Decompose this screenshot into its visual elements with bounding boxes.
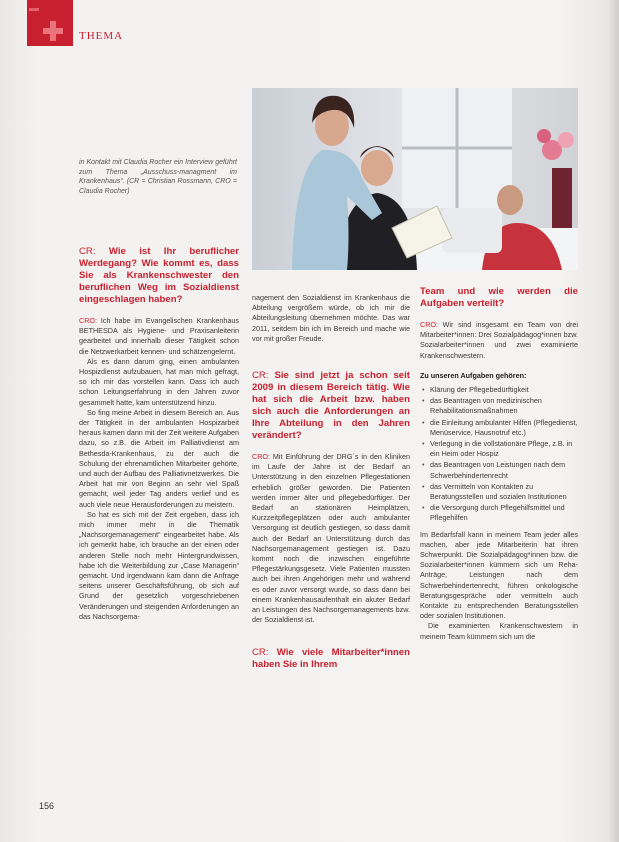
question-tag: CR: [79, 246, 96, 257]
section-logo-block [27, 0, 73, 46]
paragraph-nurses: Die examinierten Krankenschwestern in meinem Team kümmern sich um die [420, 621, 578, 641]
answer-tag: CRO: [420, 320, 438, 329]
answer-2 [252, 452, 410, 625]
cross-icon-vertical [50, 21, 56, 41]
answer-1-p3: So fing meine Arbeit in diesem Bereich an. Aus der Tätigkeit in der ambulanten Hospizarbeit heraus kamen dann mit der Zeit weitere Aufgaben dazu, so z.B. die Arbeit im Palliativdienst am Bethesda-Krankenhaus, zu der auch die Schulung der ehrenamtlichen Mitarbeiter gehörte, und auch der Aufbau des Palliativnetzwerkes. Die Arbeit hat mir von Beginn an sehr viel Spaß gemacht, weil jeder Tag anders verlief und es auch viele neue Herausforderungen zu meistern. [79, 407, 239, 509]
answer-1-continued: nagement den Sozialdienst im Krankenhaus die Abteilung vergrößern würde, ob ich mir die Abteilungsleitung übernehmen möchte. Das war 2011, seitdem bin ich im Bereich und mache wie vor mit großer Freude. [252, 293, 410, 343]
question-2 [252, 370, 410, 442]
photo-illustration [252, 88, 578, 270]
answer-tag: CRO: [252, 452, 270, 462]
intro-paragraph: in Kontakt mit Claudia Rocher ein Interview geführt zum Thema „Ausschuss-managment im Krankenhaus“. (CR = Christian Rossmann, CRO = Claudia Rocher) [79, 159, 237, 195]
question-1 [79, 246, 239, 306]
paragraph-team: Im Bedarfsfall kann in meinem Team jeder alles machen, aber jede Mitarbeiterin hat ihren Schwerpunkt. Die Sozialpädagog*innen bzw. die Sozialarbeiter*innen kümmern sich um Reha-Anträge, Leistungen nach dem Schwerbehindertenrecht, führen onkologische Beratungsgespräche oder vermitteln auch Kontakte zu entsprechenden Beratungsstellen oder sozialen Institutionen. [420, 529, 578, 621]
list-item: • Klärung der Pflegebedürftigkeit [420, 385, 578, 395]
question-tag: CR: [252, 647, 269, 659]
column-1 [79, 246, 239, 622]
page-number: 156 [39, 801, 55, 811]
answer-1-p2: Als es dann darum ging, einen ambulanten Hospizdienst aufzubauen, hat man mich gefragt, so ich mir das vorstellen kann. Dass ich auch schon Leitungserfahrung in den Jahren zuvor gesammelt hatte, kam unterstützend hinzu. [79, 356, 239, 407]
section-label: THEMA [79, 30, 124, 42]
tasks-heading: Zu unseren Aufgaben gehören: [420, 370, 527, 380]
tasks-list [420, 385, 578, 524]
list-item: • das Beantragen von Leistungen nach dem Schwerbehindertenrecht [420, 460, 578, 480]
question-3 [252, 647, 410, 671]
column-3 [420, 286, 578, 642]
answer-1-p4: So hat es sich mit der Zeit ergeben, dass ich mich immer mehr in die Thematik „Nachsorgemanagement“ eingearbeitet habe. Als ich gemerkt habe, ich brauche an der einen oder anderen Stelle noch mehr Hintergrundwissen, habe ich die Weiterbildung zur „Case Managerin“ gemacht. Und irgendwann kam dann die Anfrage seitens unserer Geschäftsführung, ob sich auf Grund der gesetzlich vorgeschriebenen Veränderungen und steigenden Anforderungen an das Nachsorgema- [79, 509, 239, 621]
list-item: • das Vermitteln von Kontakten zu Beratungsstellen und sozialen Institutionen [420, 482, 578, 502]
answer-1-p1 [79, 316, 239, 357]
list-item: • die Versorgung durch Pflegehilfsmittel und Pflegehilfen [420, 503, 578, 523]
answer-tag: CRO: [79, 316, 97, 325]
question-tag: CR: [252, 370, 269, 382]
list-item: • Verlegung in die vollstationäre Pflege, z.B. in ein Heim oder Hospiz [420, 439, 578, 459]
intro-text [79, 158, 237, 196]
answer-text: Wir sind insgesamt ein Team von drei Mitarbeiter*innen: Drei Sozialpädagog*innen bzw. Sozialarbeiter*innen und zwei examinierte Krankenschwestern. [420, 320, 578, 360]
question-text: Wie viele Mitarbeiter*innen haben Sie in Ihrem [252, 647, 410, 671]
answer-3 [420, 320, 578, 361]
question-3-continued: Team und wie werden die Aufgaben verteilt? [420, 286, 578, 309]
list-item: • die Einleitung ambulanter Hilfen (Pflegedienst, Menüservice, Hausnotruf etc.) [420, 418, 578, 438]
answer-text: Ich habe im Evangelischen Krankenhaus BETHESDA als Hygiene- und Praxisanleiterin gearbeitet und innerhalb dieser Tätigkeit schon die Netzwerkarbeit kennen- und schätzengelernt. [79, 316, 239, 356]
answer-text: Mit Einführung der DRG´s in den Kliniken im Laufe der Jahre ist der Bedarf an Unterstützung in den einzelnen Pflegestationen erheblich größer geworden. Die Patienten werden immer älter und pflegebedürftiger. Der Bedarf an stationären Heimplätzen, Kurzzeitpflegeplätzen oder auch ambulanter Versorgung ist deutlich gestiegen, so dass damit auch der Bedarf an Unterstützung durch das Nachsorgemanagement gestiegen ist. Dazu kommt noch die inzwischen eingeführte Pflegestärkungsgesetz. Viele Patienten mussten auch bei ihren Angehörigen mehr und während es oder zuvor versorgt wurde, so dass dann bei einem Krankenhausaufenthalt ein akuter Bedarf an Leistungen des Nachsorgemanagements bzw. der Sozialdienst ist. [252, 452, 411, 625]
interview-photo [252, 88, 578, 270]
question-text: Sie sind jetzt ja schon seit 2009 in diesem Bereich tätig. Wie hat sich die Arbeit bzw. haben sich auch die Anforderungen an Ihre Abteilung in den Jahren verändert? [252, 370, 411, 442]
page-gutter-shadow [609, 0, 619, 842]
question-text: Wie ist Ihr beruflicher Werdegang? Wie kommt es, dass Sie als Krankenschwester den beruflichen Weg im Sozialdienst eingeschlagen haben? [79, 246, 239, 305]
list-item: • das Beantragen von medizinischen Rehabilitationsmaßnahmen [420, 396, 578, 416]
logo-mark-line [29, 8, 39, 11]
column-2 [252, 293, 410, 671]
